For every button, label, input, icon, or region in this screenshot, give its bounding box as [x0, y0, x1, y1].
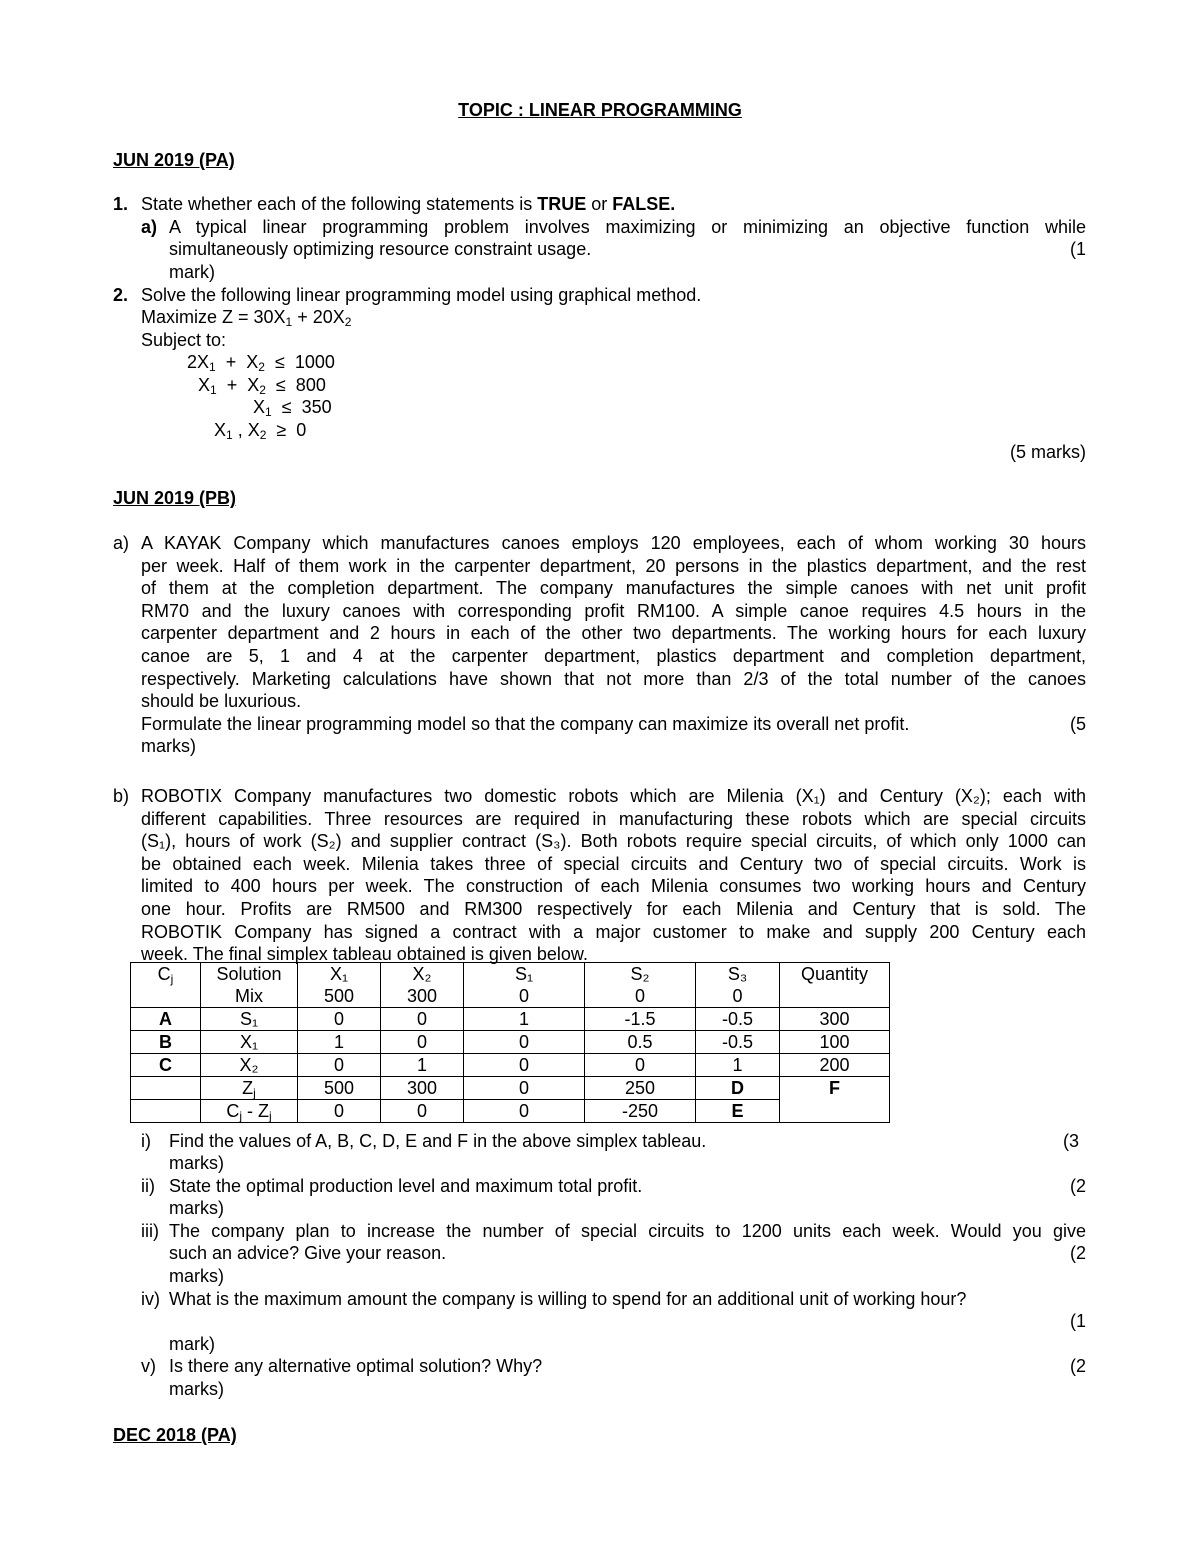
paragraph-line-text: one hour. Profits are RM500 and RM300 respectively for each Milenia and Century that is sold. The [141, 899, 1086, 919]
paragraph-line-text: (S₁), hours of work (S₂) and supplier contract (S₃). Both robots require special circuits, of which only 1000 can [141, 831, 1086, 852]
paragraph-line-text: A KAYAK Company which manufactures canoes employs 120 employees, each of whom working 30 hours [141, 533, 1086, 553]
paragraph-line-text: carpenter department and 2 hours in each of the other two departments. The working hours for each luxury [141, 623, 1086, 644]
page-title: TOPIC : LINEAR PROGRAMMING [458, 100, 742, 120]
table-header-row-2: Mix 500 300 0 0 0 [131, 985, 890, 1008]
paragraph-line-text: limited to 400 hours per week. The construction of each Milenia consumes two working hours and Century [141, 876, 1086, 897]
question-number: 1. [113, 194, 129, 214]
section-heading-jun2019-pa: JUN 2019 (PA) [113, 150, 235, 170]
table-row-zj: $Z_j$ 500 300 0 250 D F [131, 1077, 890, 1100]
marks: (5 marks) [1010, 442, 1086, 462]
paragraph-line-text: different capabilities. Three resources are required in manufacturing these robots which are special circuits [141, 808, 1086, 829]
paragraph-line-text: of them at the completion department. The company manufactures the simple canoes with net unit profit [141, 578, 1086, 599]
table-row: A S₁ 0 0 1 -1.5 -0.5 300 [131, 1008, 890, 1031]
table-row-cjzj: $C_j - Z_j$ 0 0 0 -250 E [131, 1100, 890, 1123]
table-row: C X₂ 0 1 0 0 1 200 [131, 1054, 890, 1077]
paragraph-line-text: per week. Half of them work in the carpenter department, 20 persons in the plastics department, and the rest [141, 555, 1086, 576]
section-heading-jun2019-pb: JUN 2019 (PB) [113, 488, 237, 508]
document-page: TOPIC : LINEAR PROGRAMMING JUN 2019 (PA) 1. State whether each of the following statements is TRUE or FALSE. a) A typical linear programming problem involves maximizing or minimizing an objective function while simultaneously optimizing resource constraint usage. (1 mark) 2. Solve the following linear programming model using graphical method. Maximize $Z = 30X_1 + 20X_2$ Subject to: $2X_1 + X_2 \le 1000$ $X_1 + X_2 \le 800$ $X_1 \le 350$ $X_1$ , $X_2 \ge 0$ (5 marks) JUN 2019 (PB) a) A KAYAK Company which manufactures canoes employs 120 employees, each of whom working 30 hours per week. Half of them work in the carpenter department, 20 persons in the plastics department, and the rest of them at the completion department. The company manufactures the simple canoes with net unit profit RM70 and the luxury canoes with corresponding profit RM100. A simple canoe requires 4.5 hours in the carpenter department and 2 hours in each of the other two departments. The working hours for each luxury canoe are 5, 1 and 4 at the carpenter department, plastics department and completion department, respectively. Marketing calculations have shown that not more than 2/3 of the total number of the canoes should be luxurious. Formulate the linear programming model so that the company can maximize its overall net profit. (5 marks) b) ROBOTIX Company manufactures two domestic robots which are Milenia (X₁) and Century (X₂); each with different capabilities. Three resources are required in manufacturing these robots which are special circuits (S₁), hours of work (S₂) and supplier contract (S₃). Both robots require special circuits, of which only 1000 can be obtained each week. Milenia takes three of special circuits and Century two of special circuits. Work is limited to 400 hours per week. The construction of each Milenia consumes two working hours and Century one hour. Profits are RM500 and RM300 respectively for each Milenia and Century that is sold. The ROBOTIK Company has signed a contract with a major customer to make and supply 200 Century each week. The final simplex tableau obtained is given below. $C_j$ Solution X₁ X₂ S₁ S₂ S₃ Quantity Mix 500 300 0 0 0 A S₁ 0 0 1 -1.5 -0.5 300 B X₁ 1 0 0 0.5 -0.5 100 C X₂ 0 1 0 0 1 200 $Z_j$ 500 300 0 250 D F $C_j - Z_j$ 0 0 0 -250 E i) Find the values of A, B, C, D, E and F in the above simplex tableau. (3 marks) ii) State the optimal production level and maximum total profit. (2 marks) iii) The company plan to increase the number of special circuits to 1200 units each week. Would you give such an advice? Give your reason. (2 marks) iv) What is the maximum amount the company is willing to spend for an additional unit of working hour? (1 mark) v) Is there any alternative optimal solution? Why? (2 marks) DEC 2018 (PA) [0, 0, 1200, 1553]
paragraph-line-text: canoe are 5, 1 and 4 at the carpenter department, plastics department and completion department, [141, 646, 1086, 666]
paragraph-line-text: ROBOTIX Company manufactures two domestic robots which are Milenia (X₁) and Century (X₂); each with [141, 786, 1086, 806]
paragraph-line-text: respectively. Marketing calculations have shown that not more than 2/3 of the total number of the canoes [141, 668, 1086, 689]
table-header-row: $C_j$ Solution X₁ X₂ S₁ S₂ S₃ Quantity [131, 963, 890, 986]
paragraph-line-text: ROBOTIK Company has signed a contract with a major customer to make and supply 200 Century each [141, 921, 1086, 942]
paragraph-line-text: RM70 and the luxury canoes with corresponding profit RM100. A simple canoe requires 4.5 hours in the [141, 600, 1086, 621]
question-1-text: State whether each of the following statements is TRUE or FALSE. [141, 194, 676, 214]
section-heading-dec2018-pa: DEC 2018 (PA) [113, 1425, 237, 1445]
table-row: B X₁ 1 0 0 0.5 -0.5 100 [131, 1031, 890, 1054]
paragraph-line-text: be obtained each week. Milenia takes three of special circuits and Century two of special circuits. Work is [141, 853, 1086, 874]
simplex-tableau [130, 962, 890, 1123]
